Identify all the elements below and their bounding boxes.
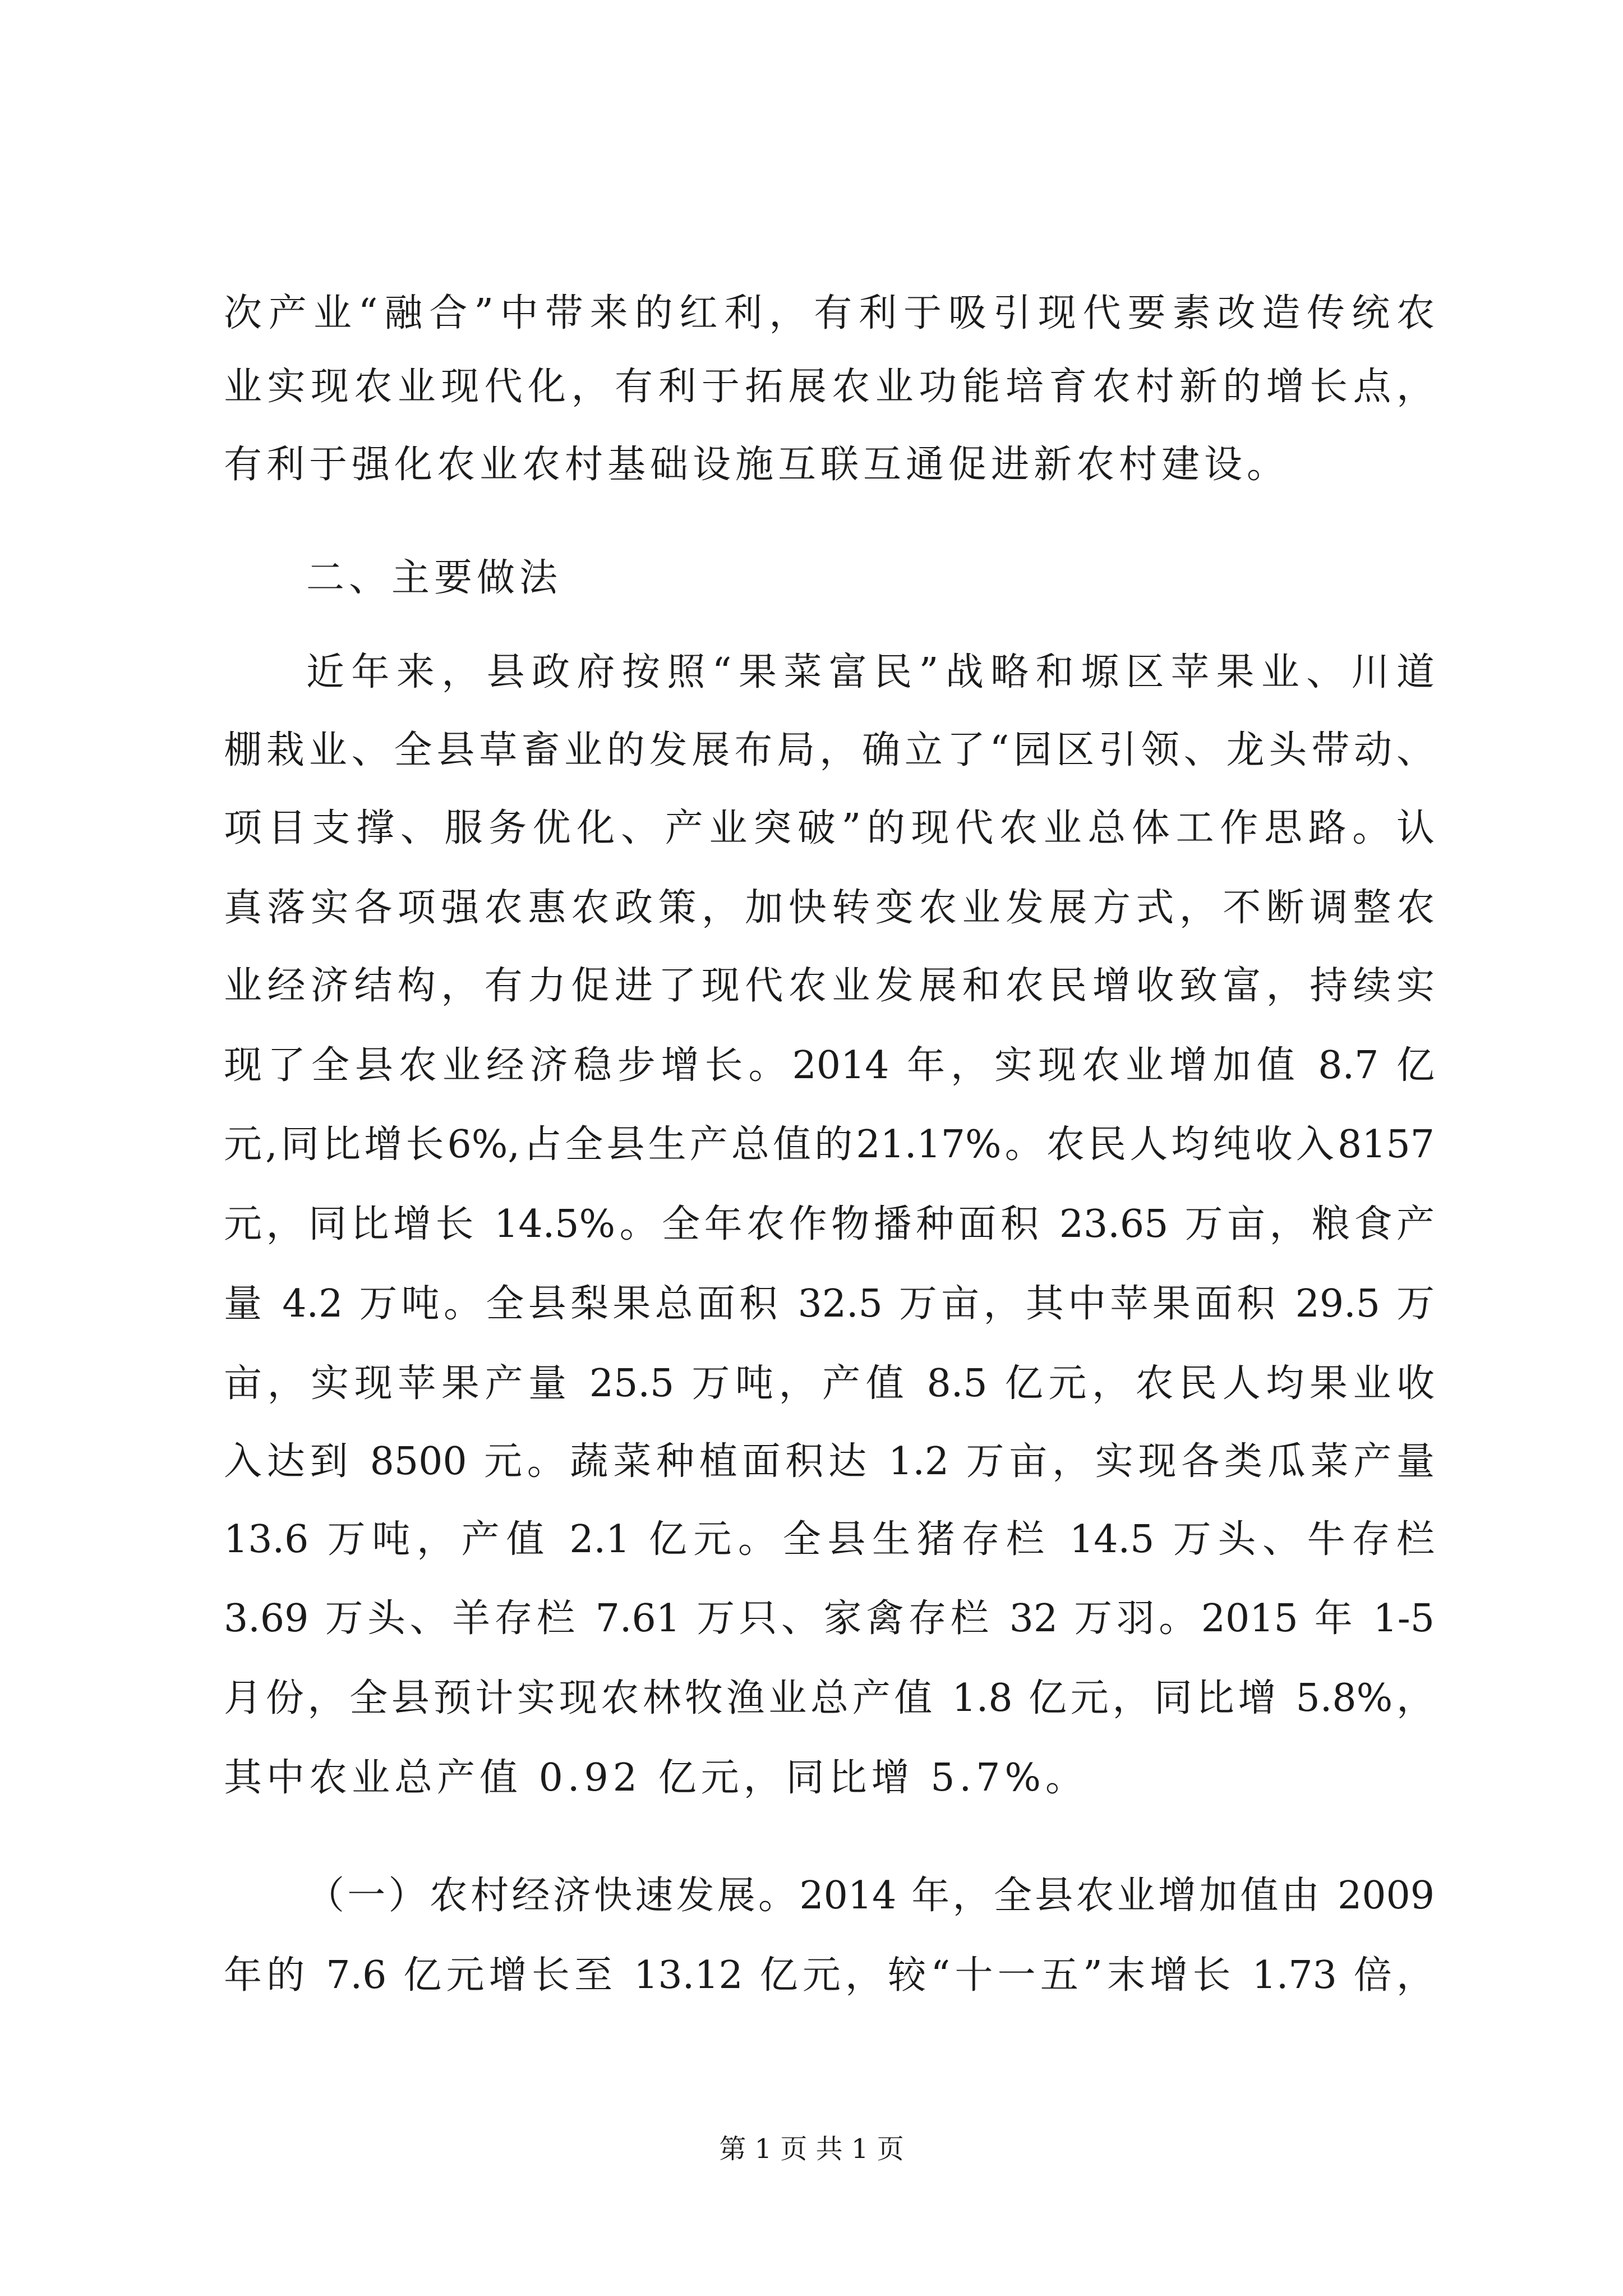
text-line: 次产业“融合”中带来的红利，有利于吸引现代要素改造传统农 [224,291,1435,335]
text-line: 元,同比增长6%,占全县生产总值的21.17%。农民人均纯收入8157 [224,1122,1435,1167]
text-line: 业经济结构，有力促进了现代农业发展和农民增收致富，持续实 [224,964,1435,1008]
text-line: 年的 7.6 亿元增长至 13.12 亿元，较“十一五”末增长 1.73 倍， [224,1953,1435,1998]
text-line: 近年来，县政府按照“果菜富民”战略和塬区苹果业、川道 [306,650,1435,694]
text-line: 13.6 万吨，产值 2.1 亿元。全县生猪存栏 14.5 万头、牛存栏 [224,1517,1435,1562]
text-line: 量 4.2 万吨。全县梨果总面积 32.5 万亩，其中苹果面积 29.5 万 [224,1282,1435,1326]
text-line: 亩，实现苹果产量 25.5 万吨，产值 8.5 亿元，农民人均果业收 [224,1361,1435,1406]
text-line: 项目支撑、服务优化、产业突破”的现代农业总体工作思路。认 [224,806,1435,850]
section-heading-text: 二、主要做法 [306,556,562,600]
text-line: 其中农业总产值 0.92 亿元，同比增 5.7%。 [224,1756,1089,1800]
text-line: 有利于强化农业农村基础设施互联互通促进新农村建设。 [224,443,1290,487]
text-line: 元，同比增长 14.5%。全年农作物播种面积 23.65 万亩，粮食产 [224,1202,1435,1246]
text-line: 入达到 8500 元。蔬菜种植面积达 1.2 万亩，实现各类瓜菜产量 [224,1439,1435,1484]
text-line: 月份，全县预计实现农林牧渔业总产值 1.8 亿元，同比增 5.8%， [224,1676,1435,1720]
text-line: 现了全县农业经济稳步增长。2014 年，实现农业增加值 8.7 亿 [224,1043,1435,1088]
page-footer: 第 1 页 共 1 页 [719,2133,904,2165]
text-line: 3.69 万头、羊存栏 7.61 万只、家禽存栏 32 万羽。2015 年 1-5 [224,1596,1435,1641]
text-line: （一）农村经济快速发展。2014 年，全县农业增加值由 2009 [306,1874,1435,1918]
text-line: 棚栽业、全县草畜业的发展布局，确立了“园区引领、龙头带动、 [224,728,1435,772]
text-line: 真落实各项强农惠农政策，加快转变农业发展方式，不断调整农 [224,886,1435,930]
text-line: 业实现农业现代化，有利于拓展农业功能培育农村新的增长点， [224,365,1435,409]
